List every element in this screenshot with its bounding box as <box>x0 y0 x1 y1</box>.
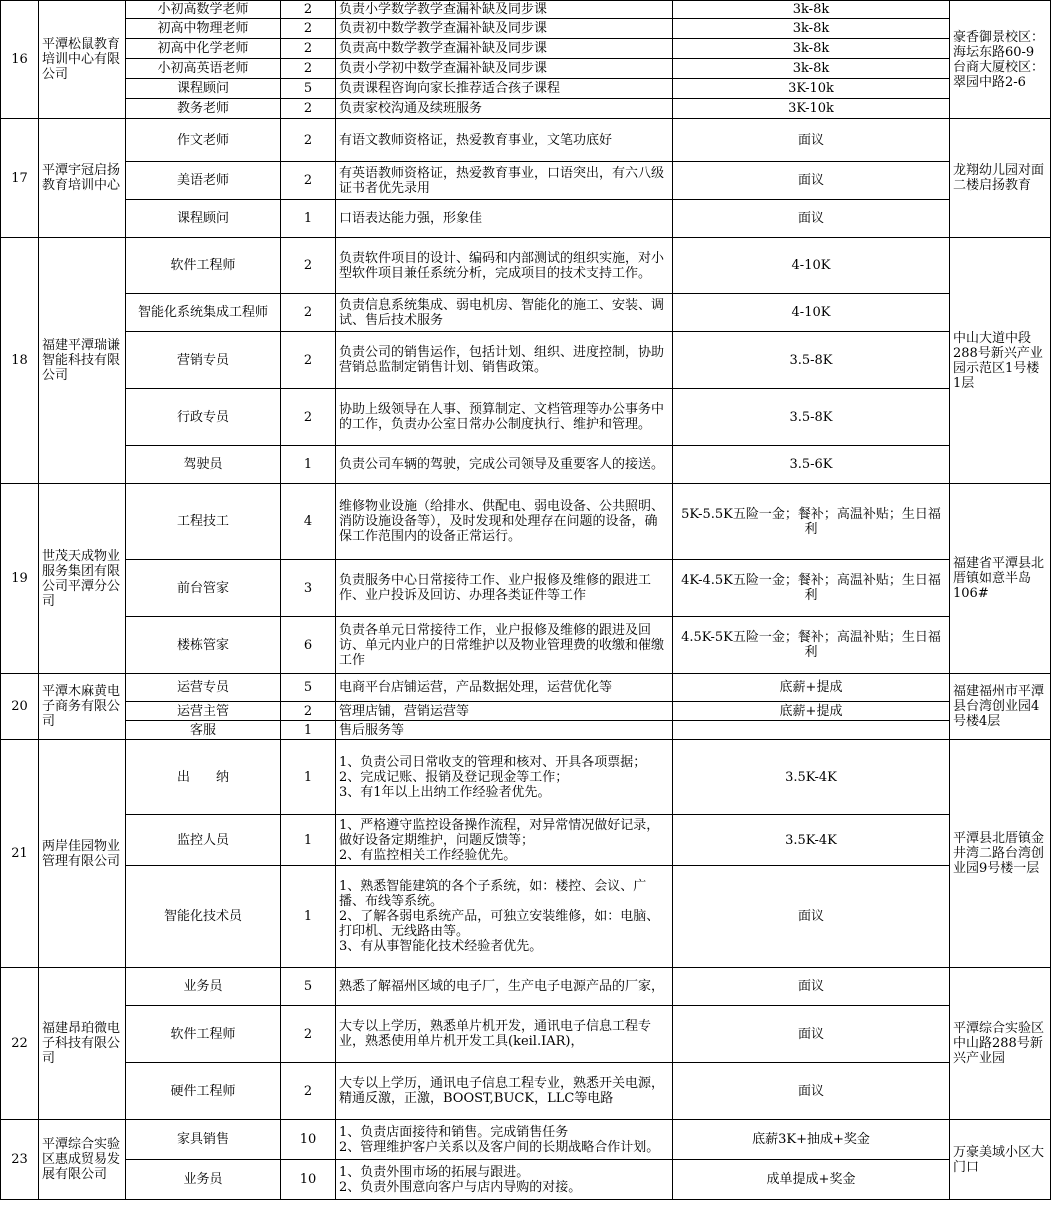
table-row <box>1 721 1051 740</box>
company-name: 平潭松鼠教育培训中心有限公司 <box>39 1 126 119</box>
requirement-cell: 负责软件项目的设计、编码和内部测试的组织实施，对小型软件项目兼任系统分析，完成项目的技术支持工作。 <box>336 238 673 294</box>
row-number: 17 <box>1 119 39 238</box>
requirement-cell: 负责高中数学教学查漏补缺及同步课 <box>336 39 673 59</box>
position-cell: 驾驶员 <box>126 446 281 484</box>
requirement-cell: 管理店铺，营销运营等 <box>336 702 673 721</box>
position-cell: 教务老师 <box>126 99 281 119</box>
position-cell: 小初高英语老师 <box>126 59 281 79</box>
salary-cell: 5K-5.5K五险一金；餐补；高温补贴；生日福利 <box>673 484 950 560</box>
position-cell: 小初高数学老师 <box>126 1 281 19</box>
table-row <box>1 968 1051 1006</box>
salary-cell: 3.5-8K <box>673 389 950 446</box>
salary-cell: 底薪+提成 <box>673 674 950 702</box>
address-cell: 万豪美域小区大门口 <box>950 1120 1051 1200</box>
table-row <box>1 484 1051 560</box>
headcount-cell: 3 <box>281 560 336 617</box>
requirement-cell: 协助上级领导在人事、预算制定、文档管理等办公事务中的工作，负责办公室日常办公制度执行、维护和管理。 <box>336 389 673 446</box>
requirement-cell: 负责小学数学教学查漏补缺及同步课 <box>336 1 673 19</box>
requirement-cell: 负责信息系统集成、弱电机房、智能化的施工、安装、调试、售后技术服务 <box>336 294 673 332</box>
position-cell: 前台管家 <box>126 560 281 617</box>
table-row <box>1 39 1051 59</box>
headcount-cell: 10 <box>281 1120 336 1160</box>
position-cell: 初高中化学老师 <box>126 39 281 59</box>
requirement-cell: 负责家校沟通及续班服务 <box>336 99 673 119</box>
headcount-cell: 5 <box>281 674 336 702</box>
salary-cell: 3.5K-4K <box>673 740 950 815</box>
row-number: 22 <box>1 968 39 1120</box>
company-name: 世茂天成物业服务集团有限公司平潭分公司 <box>39 484 126 674</box>
row-number: 18 <box>1 238 39 484</box>
table-row <box>1 1 1051 19</box>
headcount-cell: 1 <box>281 740 336 815</box>
position-cell: 家具销售 <box>126 1120 281 1160</box>
table-row <box>1 674 1051 702</box>
position-cell: 工程技工 <box>126 484 281 560</box>
address-cell: 福建福州市平潭县台湾创业园4号楼4层 <box>950 674 1051 740</box>
requirement-cell: 有语文教师资格证，热爱教育事业，文笔功底好 <box>336 119 673 162</box>
table-row <box>1 19 1051 39</box>
position-cell: 课程顾问 <box>126 79 281 99</box>
headcount-cell: 2 <box>281 19 336 39</box>
table-row <box>1 446 1051 484</box>
position-cell: 业务员 <box>126 1160 281 1200</box>
headcount-cell: 2 <box>281 1006 336 1063</box>
headcount-cell: 1 <box>281 721 336 740</box>
address-cell: 豪香御景校区：海坛东路60-9 台商大厦校区：翠园中路2-6 <box>950 1 1051 119</box>
headcount-cell: 2 <box>281 1063 336 1120</box>
position-cell: 软件工程师 <box>126 1006 281 1063</box>
table-row <box>1 702 1051 721</box>
headcount-cell: 1 <box>281 866 336 968</box>
requirement-cell: 1、严格遵守监控设备操作流程，对异常情况做好记录，做好设备定期维护，问题反馈等； 2、有监控相关工作经验优先。 <box>336 815 673 866</box>
headcount-cell: 5 <box>281 968 336 1006</box>
table-row <box>1 1006 1051 1063</box>
salary-cell: 底薪+提成 <box>673 702 950 721</box>
company-name: 平潭宇冠启扬教育培训中心 <box>39 119 126 238</box>
requirement-cell: 大专以上学历，熟悉单片机开发，通讯电子信息工程专业，熟悉使用单片机开发工具(keil.IAR)， <box>336 1006 673 1063</box>
table-row <box>1 740 1051 815</box>
address-cell: 中山大道中段288号新兴产业园示范区1号楼1层 <box>950 238 1051 484</box>
requirement-cell: 熟悉了解福州区域的电子厂，生产电子电源产品的厂家， <box>336 968 673 1006</box>
table-row <box>1 1120 1051 1160</box>
row-number: 23 <box>1 1120 39 1200</box>
salary-cell: 3k-8k <box>673 39 950 59</box>
company-name: 福建平潭瑞谦智能科技有限公司 <box>39 238 126 484</box>
requirement-cell: 维修物业设施（给排水、供配电、弱电设备、公共照明、消防设施设备等），及时发现和处理存在问题的设备，确保工作范围内的设备正常运行。 <box>336 484 673 560</box>
headcount-cell: 2 <box>281 702 336 721</box>
salary-cell: 4K-4.5K五险一金；餐补；高温补贴；生日福利 <box>673 560 950 617</box>
salary-cell: 3k-8k <box>673 19 950 39</box>
position-cell: 楼栋管家 <box>126 617 281 674</box>
salary-cell: 面议 <box>673 119 950 162</box>
table-row <box>1 59 1051 79</box>
position-cell: 美语老师 <box>126 162 281 200</box>
position-cell: 初高中物理老师 <box>126 19 281 39</box>
salary-cell: 面议 <box>673 1006 950 1063</box>
table-row <box>1 238 1051 294</box>
requirement-cell: 负责初中数学教学查漏补缺及同步课 <box>336 19 673 39</box>
position-cell: 智能化技术员 <box>126 866 281 968</box>
salary-cell: 面议 <box>673 866 950 968</box>
headcount-cell: 5 <box>281 79 336 99</box>
headcount-cell: 2 <box>281 332 336 389</box>
address-cell: 平潭县北厝镇金井湾二路台湾创业园9号楼一层 <box>950 740 1051 968</box>
salary-cell: 面议 <box>673 162 950 200</box>
requirement-cell: 1、熟悉智能建筑的各个子系统，如：楼控、会议、广播、布线等系统。 2、了解各弱电系统产品，可独立安装维修，如：电脑、打印机、无线路由等。 3、有从事智能化技术经验者优先。 <box>336 866 673 968</box>
headcount-cell: 2 <box>281 294 336 332</box>
company-name: 两岸佳园物业管理有限公司 <box>39 740 126 968</box>
row-number: 19 <box>1 484 39 674</box>
requirement-cell: 大专以上学历，通讯电子信息工程专业，熟悉开关电源，精通反激，正激，BOOST,BUCK，LLC等电路 <box>336 1063 673 1120</box>
position-cell: 监控人员 <box>126 815 281 866</box>
address-cell: 龙翔幼儿园对面二楼启扬教育 <box>950 119 1051 238</box>
headcount-cell: 2 <box>281 119 336 162</box>
salary-cell: 4-10K <box>673 238 950 294</box>
position-cell: 出 纳 <box>126 740 281 815</box>
salary-cell: 3.5-6K <box>673 446 950 484</box>
position-cell: 软件工程师 <box>126 238 281 294</box>
table-row <box>1 866 1051 968</box>
table-row <box>1 294 1051 332</box>
requirement-cell: 电商平台店铺运营，产品数据处理，运营优化等 <box>336 674 673 702</box>
salary-cell: 底薪3K+抽成+奖金 <box>673 1120 950 1160</box>
table-row <box>1 1160 1051 1200</box>
table-row <box>1 99 1051 119</box>
headcount-cell: 2 <box>281 389 336 446</box>
requirement-cell: 负责公司车辆的驾驶，完成公司领导及重要客人的接送。 <box>336 446 673 484</box>
position-cell: 智能化系统集成工程师 <box>126 294 281 332</box>
table-row <box>1 617 1051 674</box>
row-number: 20 <box>1 674 39 740</box>
requirement-cell: 1、负责店面接待和销售。完成销售任务 2、管理维护客户关系以及客户间的长期战略合作计划。 <box>336 1120 673 1160</box>
company-name: 平潭综合实验区惠成贸易发展有限公司 <box>39 1120 126 1200</box>
salary-cell: 面议 <box>673 968 950 1006</box>
requirement-cell: 1、负责公司日常收支的管理和核对、开具各项票据； 2、完成记账、报销及登记现金等工作； 3、有1年以上出纳工作经验者优先。 <box>336 740 673 815</box>
salary-cell: 成单提成+奖金 <box>673 1160 950 1200</box>
company-name: 福建昂珀微电子科技有限公司 <box>39 968 126 1120</box>
company-name: 平潭木麻黄电子商务有限公司 <box>39 674 126 740</box>
requirement-cell: 负责公司的销售运作，包括计划、组织、进度控制，协助营销总监制定销售计划、销售政策。 <box>336 332 673 389</box>
requirement-cell: 1、负责外围市场的拓展与跟进。 2、负责外围意向客户与店内导购的对接。 <box>336 1160 673 1200</box>
salary-cell: 4.5K-5K五险一金；餐补；高温补贴；生日福利 <box>673 617 950 674</box>
position-cell: 运营主管 <box>126 702 281 721</box>
salary-cell: 4-10K <box>673 294 950 332</box>
headcount-cell: 6 <box>281 617 336 674</box>
salary-cell <box>673 721 950 740</box>
headcount-cell: 4 <box>281 484 336 560</box>
headcount-cell: 2 <box>281 162 336 200</box>
salary-cell: 3k-8k <box>673 1 950 19</box>
table-row <box>1 560 1051 617</box>
table-row <box>1 1063 1051 1120</box>
requirement-cell: 口语表达能力强，形象佳 <box>336 200 673 238</box>
headcount-cell: 10 <box>281 1160 336 1200</box>
address-cell: 平潭综合实验区中山路288号新兴产业园 <box>950 968 1051 1120</box>
position-cell: 课程顾问 <box>126 200 281 238</box>
headcount-cell: 2 <box>281 99 336 119</box>
salary-cell: 3K-10k <box>673 79 950 99</box>
table-row <box>1 200 1051 238</box>
salary-cell: 面议 <box>673 1063 950 1120</box>
headcount-cell: 1 <box>281 815 336 866</box>
headcount-cell: 2 <box>281 238 336 294</box>
position-cell: 运营专员 <box>126 674 281 702</box>
table-row <box>1 79 1051 99</box>
salary-cell: 3k-8k <box>673 59 950 79</box>
address-cell: 福建省平潭县北厝镇如意半岛106# <box>950 484 1051 674</box>
table-row <box>1 389 1051 446</box>
headcount-cell: 1 <box>281 200 336 238</box>
row-number: 21 <box>1 740 39 968</box>
position-cell: 行政专员 <box>126 389 281 446</box>
position-cell: 客服 <box>126 721 281 740</box>
requirement-cell: 售后服务等 <box>336 721 673 740</box>
salary-cell: 3K-10k <box>673 99 950 119</box>
requirement-cell: 负责小学初中数学查漏补缺及同步课 <box>336 59 673 79</box>
requirement-cell: 负责课程咨询向家长推荐适合孩子课程 <box>336 79 673 99</box>
position-cell: 营销专员 <box>126 332 281 389</box>
headcount-cell: 2 <box>281 1 336 19</box>
headcount-cell: 2 <box>281 39 336 59</box>
table-row <box>1 162 1051 200</box>
headcount-cell: 2 <box>281 59 336 79</box>
requirement-cell: 负责服务中心日常接待工作、业户报修及维修的跟进工作、业户投诉及回访、办理各类证件等工作 <box>336 560 673 617</box>
salary-cell: 3.5K-4K <box>673 815 950 866</box>
requirement-cell: 有英语教师资格证，热爱教育事业，口语突出，有六八级证书者优先录用 <box>336 162 673 200</box>
position-cell: 硬件工程师 <box>126 1063 281 1120</box>
salary-cell: 3.5-8K <box>673 332 950 389</box>
job-table-body <box>1 1 1051 1200</box>
table-row <box>1 119 1051 162</box>
table-row <box>1 815 1051 866</box>
requirement-cell: 负责各单元日常接待工作，业户报修及维修的跟进及回访、单元内业户的日常维护以及物业管理费的收缴和催缴工作 <box>336 617 673 674</box>
position-cell: 业务员 <box>126 968 281 1006</box>
position-cell: 作文老师 <box>126 119 281 162</box>
row-number: 16 <box>1 1 39 119</box>
table-row <box>1 332 1051 389</box>
salary-cell: 面议 <box>673 200 950 238</box>
headcount-cell: 1 <box>281 446 336 484</box>
